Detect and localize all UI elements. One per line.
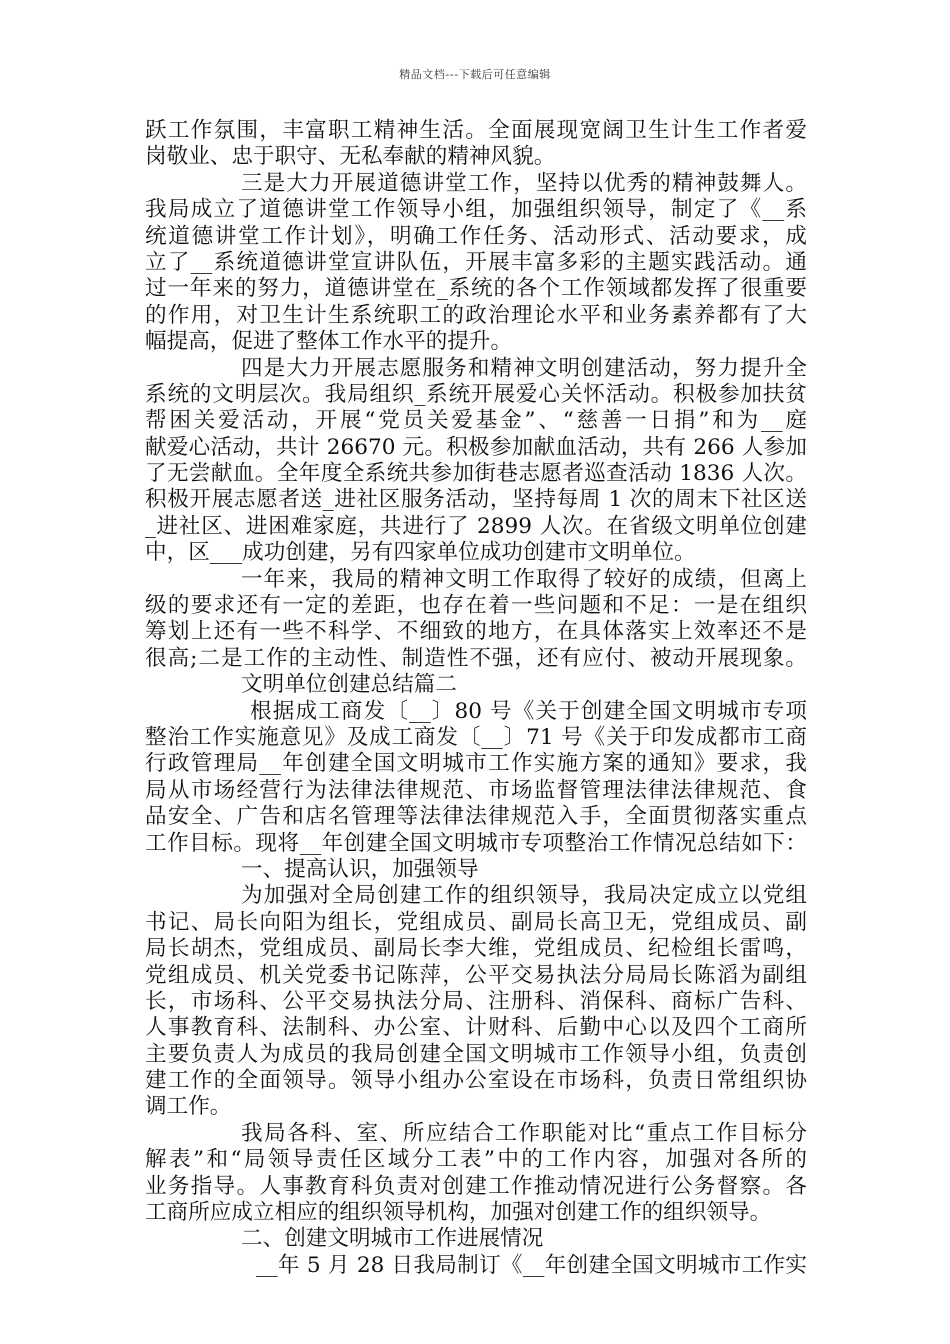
text-line: 书记、局长向阳为组长，党组成员、副局长高卫无，党组成员、副 — [145, 909, 807, 935]
text-line: 系统的文明层次。我局组织_系统开展爱心关怀活动。积极参加扶贫 — [145, 381, 807, 407]
text-line: 根据成工商发〔__〕80 号《关于创建全国文明城市专项 — [250, 698, 807, 724]
text-line: 统道德讲堂工作计划》，明确工作任务、活动形式、活动要求，成 — [145, 223, 807, 249]
document-body — [145, 118, 807, 1279]
text-line: __年 5 月 28 日我局制订《__年创建全国文明城市工作实 — [256, 1252, 807, 1278]
text-line: 四是大力开展志愿服务和精神文明创建活动，努力提升全 — [241, 355, 807, 381]
text-line: 整治工作实施意见》及成工商发〔__〕71 号《关于印发成都市工商 — [145, 724, 807, 750]
text-line: 品安全、广告和店名管理等法律法律规范入手，全面贯彻落实重点 — [145, 804, 807, 830]
text-line: 立了__系统道德讲堂宣讲队伍，开展丰富多彩的主题实践活动。通 — [145, 249, 807, 275]
text-line: 解表”和“局领导责任区域分工表”中的工作内容，加强对各所的 — [145, 1147, 807, 1173]
text-line: 帮困关爱活动，开展“党员关爱基金”、“慈善一日捐”和为__庭 — [145, 408, 807, 434]
text-line: 幅提高，促进了整体工作水平的提升。 — [145, 329, 513, 355]
text-line: 业务指导。人事教育科负责对创建工作推动情况进行公务督察。各 — [145, 1173, 807, 1199]
text-line: 积极开展志愿者送_进社区服务活动，坚持每周 1 次的周末下社区送 — [145, 487, 807, 513]
text-line: 调工作。 — [145, 1094, 232, 1120]
text-line: 我局各科、室、所应结合工作职能对比“重点工作目标分 — [241, 1120, 807, 1146]
text-line: 三是大力开展道德讲堂工作，坚持以优秀的精神鼓舞人。 — [241, 170, 807, 196]
text-line: 一年来，我局的精神文明工作取得了较好的成绩，但离上 — [241, 566, 807, 592]
text-line: 人事教育科、法制科、办公室、计财科、后勤中心以及四个工商所 — [145, 1015, 807, 1041]
section-heading: 二、创建文明城市工作进展情况 — [241, 1226, 544, 1252]
section-heading: 文明单位创建总结篇二 — [241, 672, 457, 698]
text-line: 的作用，对卫生计生系统职工的政治理论水平和业务素养都有了大 — [145, 302, 807, 328]
text-line: 岗敬业、忠于职守、无私奉献的精神风貌。 — [145, 144, 556, 170]
text-line: 我局成立了道德讲堂工作领导小组，加强组织领导，制定了《__系 — [145, 197, 807, 223]
text-line: 过一年来的努力，道德讲堂在_系统的各个工作领域都发挥了很重要 — [145, 276, 807, 302]
text-line: 长，市场科、公平交易执法分局、注册科、消保科、商标广告科、 — [145, 988, 807, 1014]
text-line: 工作目标。现将__年创建全国文明城市专项整治工作情况总结如下： — [145, 830, 807, 856]
text-line: 了无尝献血。全年度全系统共参加街巷志愿者巡查活动 1836 人次。 — [145, 461, 807, 487]
text-line: _进社区、进困难家庭，共进行了 2899 人次。在省级文明单位创建 — [145, 513, 807, 539]
text-line: 为加强对全局创建工作的组织领导，我局决定成立以党组 — [241, 883, 807, 909]
text-line: 中，区___成功创建，另有四家单位成功创建市文明单位。 — [145, 540, 696, 566]
page-header: 精品文档---下载后可任意编辑 — [399, 68, 551, 81]
text-line: 筹划上还有一些不科学、不细致的地方，在具体落实上效率还不是 — [145, 619, 807, 645]
text-line: 跃工作氛围，丰富职工精神生活。全面展现宽阔卫生计生工作者爱 — [145, 118, 807, 143]
text-line: 局从市场经营行为法律法律规范、市场监督管理法律法律规范、食 — [145, 777, 807, 803]
text-line: 献爱心活动，共计 26670 元。积极参加献血活动，共有 266 人参加 — [145, 434, 807, 460]
text-line: 主要负责人为成员的我局创建全国文明城市工作领导小组，负责创 — [145, 1041, 807, 1067]
text-line: 工商所应成立相应的组织领导机构，加强对创建工作的组织领导。 — [145, 1200, 772, 1226]
text-line: 行政管理局__年创建全国文明城市工作实施方案的通知》要求，我 — [145, 751, 807, 777]
text-line: 很高;二是工作的主动性、制造性不强，还有应付、被动开展现象。 — [145, 645, 807, 671]
text-line: 党组成员、机关党委书记陈萍，公平交易执法分局局长陈滔为副组 — [145, 962, 807, 988]
text-line: 局长胡杰，党组成员、副局长李大维，党组成员、纪检组长雷鸣， — [145, 936, 807, 962]
section-heading: 一、提高认识，加强领导 — [241, 856, 479, 882]
text-line: 建工作的全面领导。领导小组办公室设在市场科，负责日常组织协 — [145, 1068, 807, 1094]
text-line: 级的要求还有一定的差距，也存在着一些问题和不足：一是在组织 — [145, 593, 807, 619]
